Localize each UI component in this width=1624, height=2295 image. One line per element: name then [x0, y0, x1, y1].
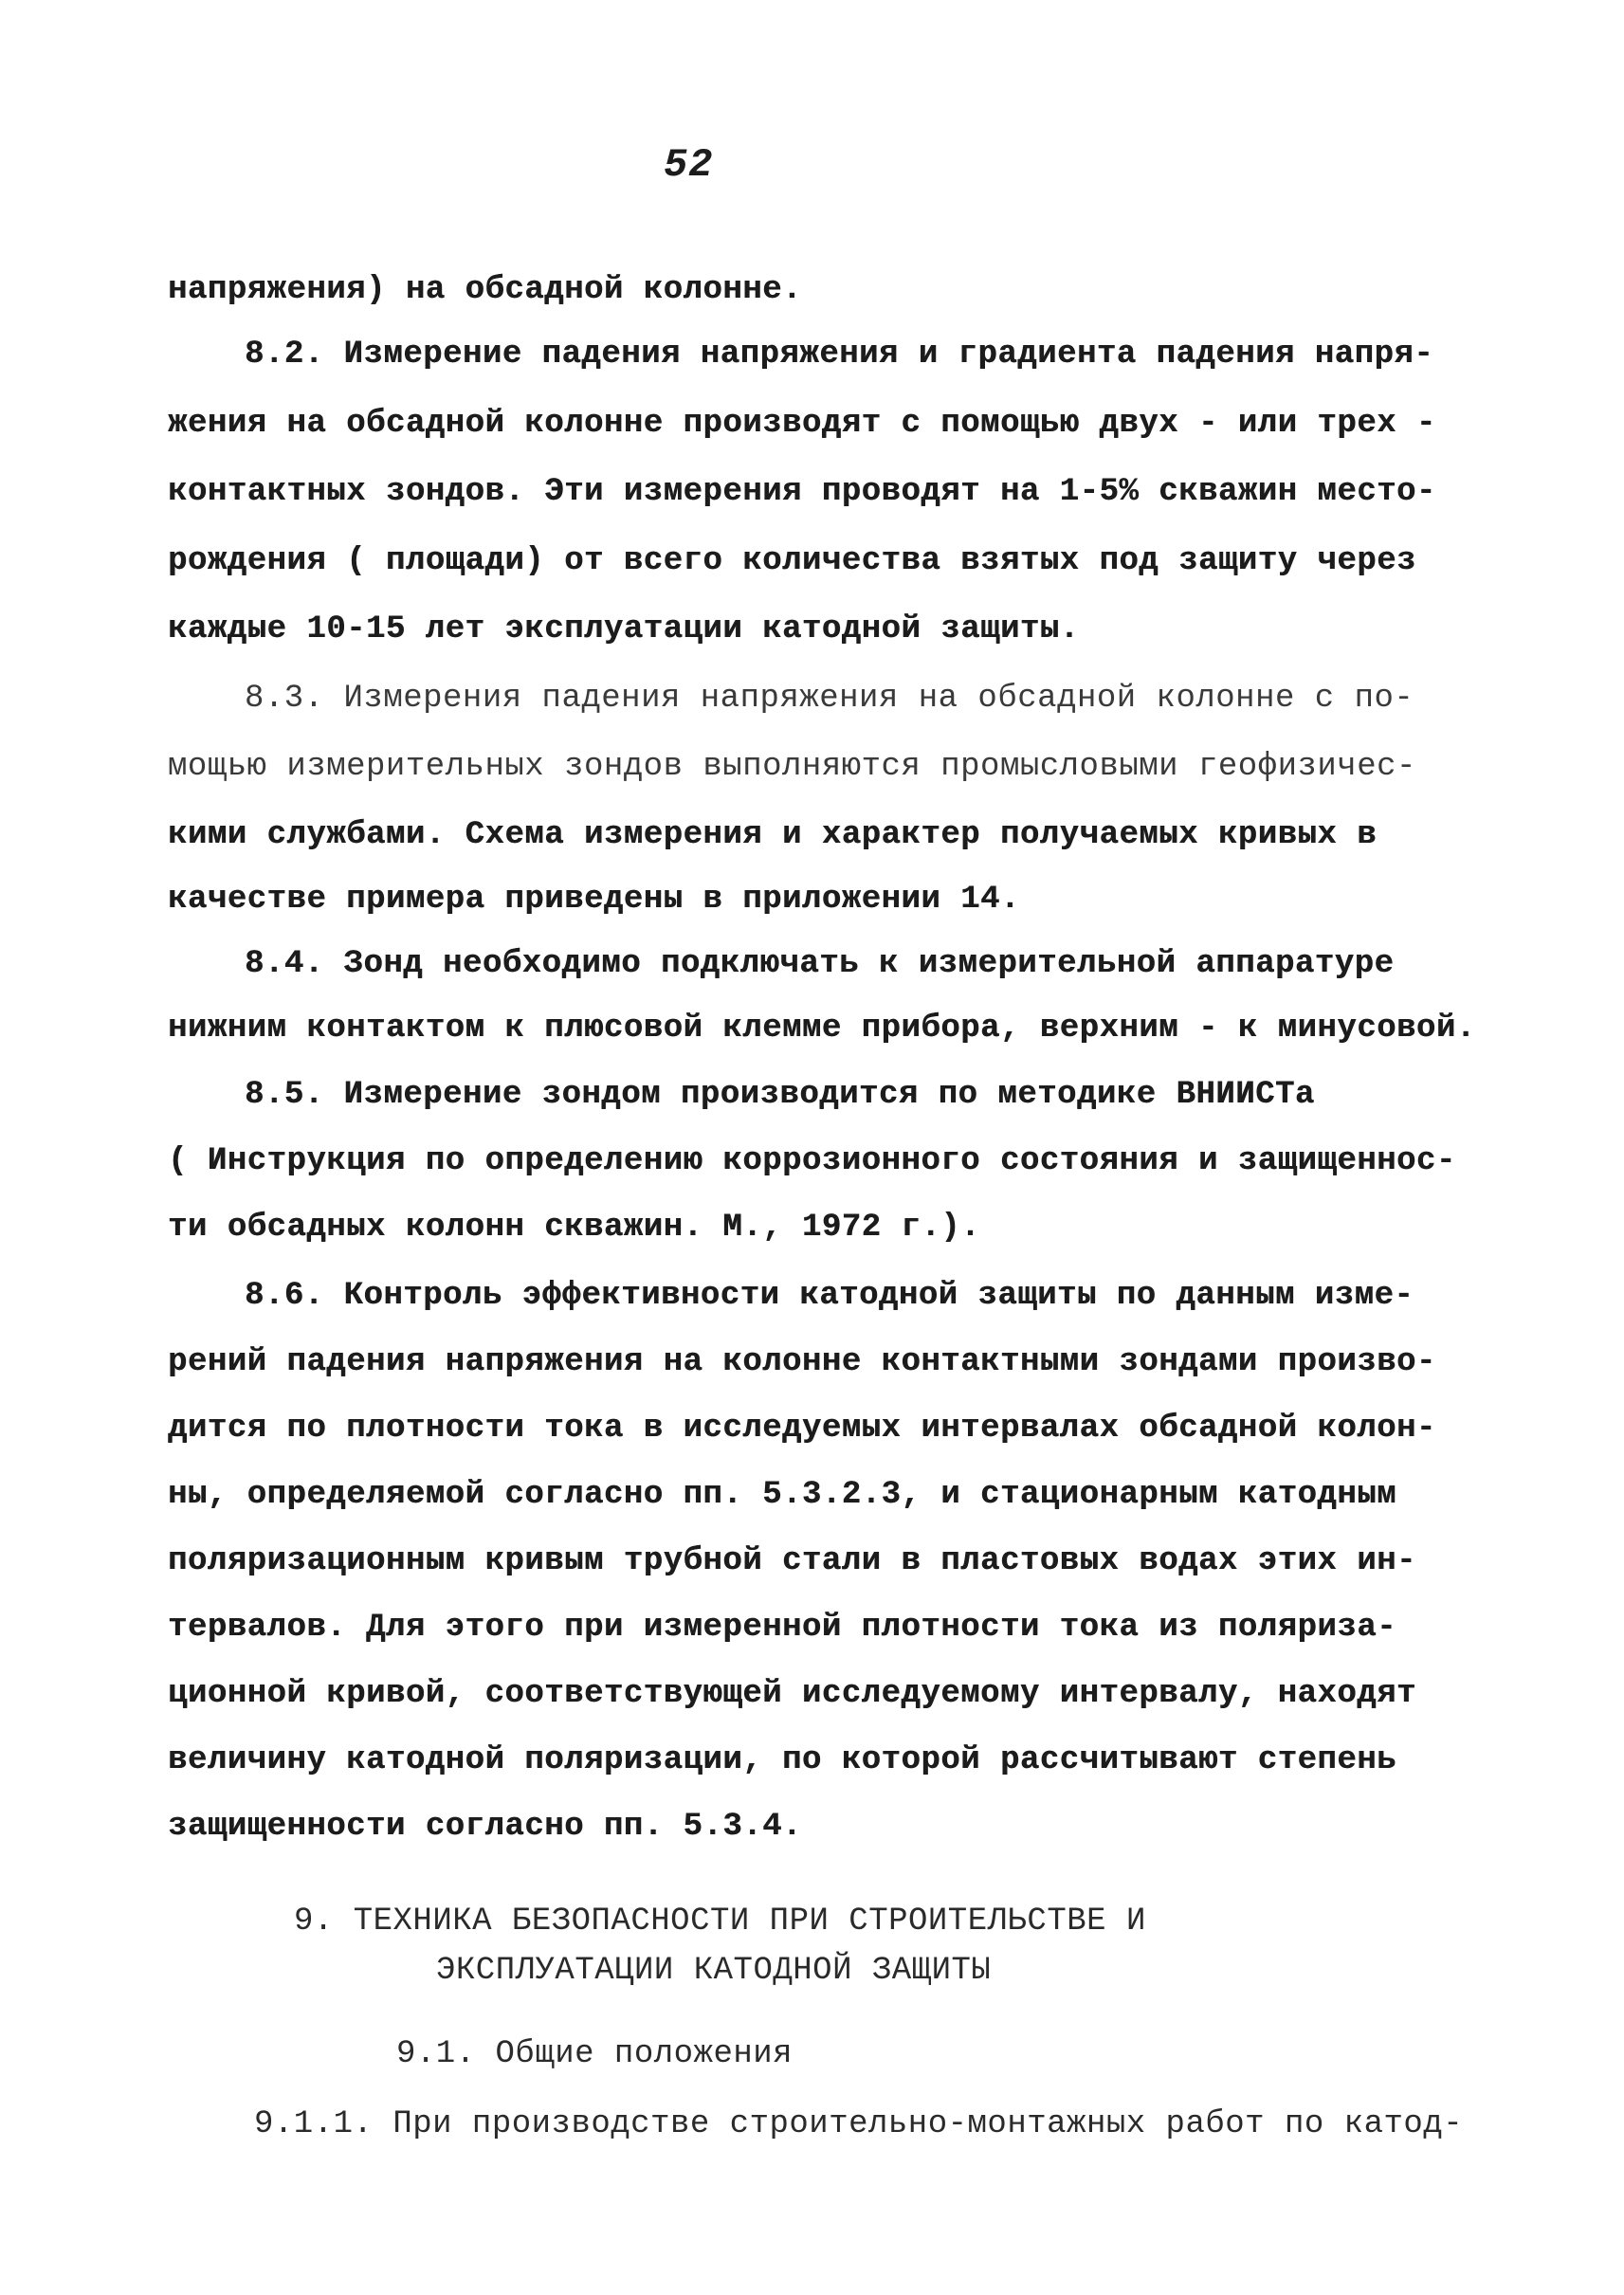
- text-line: жения на обсадной колонне производят с помощью двух - или трех -: [168, 406, 1436, 442]
- text-line: тервалов. Для этого при измеренной плотности тока из поляриза-: [168, 1610, 1397, 1646]
- text-line: 9.1.1. При производстве строительно-монтажных работ по катод-: [254, 2106, 1464, 2142]
- text-line: рождения ( площади) от всего количества взятых под защиту через: [168, 543, 1416, 579]
- text-line: 8.2. Измерение падения напряжения и градиента падения напря-: [245, 337, 1434, 373]
- text-line: ( Инструкция по определению коррозионного состояния и защищеннос-: [168, 1143, 1456, 1179]
- text-line: каждые 10-15 лет эксплуатации катодной защиты.: [168, 611, 1080, 647]
- text-line: ти обсадных колонн скважин. М., 1972 г.).: [168, 1210, 981, 1246]
- text-line: нижним контактом к плюсовой клемме прибора, верхним - к минусовой.: [168, 1011, 1476, 1047]
- text-line: мощью измерительных зондов выполняются промысловыми геофизичес-: [168, 749, 1416, 785]
- text-line: кими службами. Схема измерения и характер получаемых кривых в: [168, 817, 1378, 853]
- text-line: поляризационным кривым трубной стали в пластовых водах этих ин-: [168, 1543, 1416, 1579]
- text-line: 8.6. Контроль эффективности катодной защиты по данным изме-: [245, 1278, 1414, 1314]
- subsection-heading: 9.1. Общие положения: [396, 2036, 794, 2072]
- text-line: рений падения напряжения на колонне контактными зондами произво-: [168, 1344, 1436, 1380]
- text-line: ционной кривой, соответствующей исследуемому интервалу, находят: [168, 1676, 1416, 1712]
- text-line: контактных зондов. Эти измерения проводят на 1-5% скважин место-: [168, 474, 1436, 510]
- text-line: 8.3. Измерения падения напряжения на обсадной колонне с по-: [245, 681, 1414, 717]
- text-line: защищенности согласно пп. 5.3.4.: [168, 1809, 802, 1845]
- text-line: напряжения) на обсадной колонне.: [168, 272, 802, 308]
- section-heading: ЭКСПЛУАТАЦИИ КАТОДНОЙ ЗАЩИТЫ: [436, 1953, 992, 1989]
- text-line: ны, определяемой согласно пп. 5.3.2.3, и стационарным катодным: [168, 1477, 1397, 1513]
- page-number: 52: [664, 142, 714, 188]
- text-line: дится по плотности тока в исследуемых интервалах обсадной колон-: [168, 1411, 1436, 1447]
- text-line: качестве примера приведены в приложении 14.: [168, 882, 1020, 918]
- text-line: 8.5. Измерение зондом производится по методике ВНИИСТа: [245, 1077, 1315, 1113]
- section-heading: 9. ТЕХНИКА БЕЗОПАСНОСТИ ПРИ СТРОИТЕЛЬСТВЕ И: [294, 1903, 1146, 1940]
- text-line: величину катодной поляризации, по которой рассчитывают степень: [168, 1742, 1397, 1778]
- text-line: 8.4. Зонд необходимо подключать к измерительной аппаратуре: [245, 946, 1395, 982]
